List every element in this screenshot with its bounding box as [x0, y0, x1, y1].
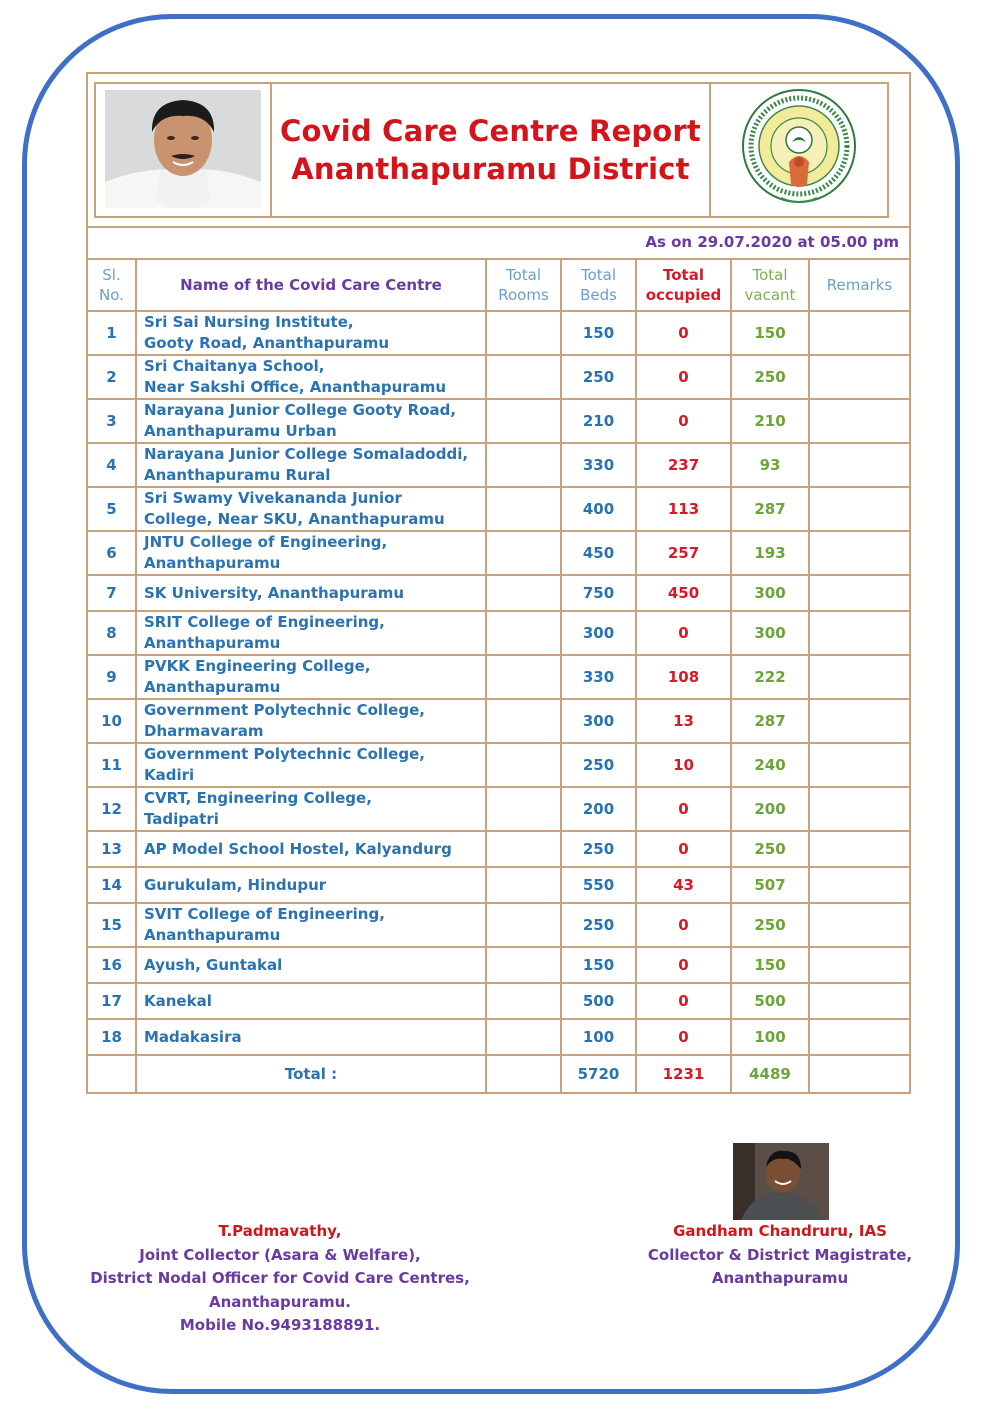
table-row [87, 531, 910, 575]
centre-name-cell [136, 983, 486, 1019]
sl-cell: 5 [87, 487, 136, 531]
centre-name-line2: Ananthapuramu [144, 554, 281, 572]
collector-photo [733, 1143, 829, 1220]
occupied-cell: 257 [636, 531, 731, 575]
signatory-left-mobile: Mobile No.9493188891. [179, 1316, 381, 1334]
sl-cell: 4 [87, 443, 136, 487]
centre-name-cell [136, 743, 486, 787]
remarks-cell [809, 355, 910, 399]
report-title: Covid Care Centre Report [280, 114, 701, 148]
centre-name-cell [136, 355, 486, 399]
vacant-cell: 150 [731, 311, 809, 355]
sl-cell: 9 [87, 655, 136, 699]
occupied-cell: 113 [636, 487, 731, 531]
total-label: Total : [136, 1055, 486, 1093]
sl-cell: 10 [87, 699, 136, 743]
occupied-cell: 108 [636, 655, 731, 699]
vacant-cell: 300 [731, 575, 809, 611]
sl-cell: 11 [87, 743, 136, 787]
state-emblem-icon [737, 88, 861, 212]
centre-name-line1: Madakasira [144, 1027, 242, 1046]
remarks-cell [809, 831, 910, 867]
vacant-cell: 100 [731, 1019, 809, 1055]
centre-name-line1: Kanekal [144, 991, 212, 1010]
centre-name-line1: Government Polytechnic College, [144, 745, 425, 763]
beds-cell: 450 [561, 531, 636, 575]
beds-cell: 200 [561, 787, 636, 831]
rooms-cell [486, 575, 561, 611]
beds-cell: 330 [561, 655, 636, 699]
rooms-cell [486, 355, 561, 399]
header-name: Name of the Covid Care Centre [136, 259, 486, 311]
sl-cell: 18 [87, 1019, 136, 1055]
centre-name-line1: Gurukulam, Hindupur [144, 875, 327, 894]
centre-name-line2: College, Near SKU, Ananthapuramu [144, 510, 445, 528]
occupied-cell: 237 [636, 443, 731, 487]
occupied-cell: 0 [636, 399, 731, 443]
beds-cell: 210 [561, 399, 636, 443]
table-row [87, 1019, 910, 1055]
vacant-cell: 287 [731, 699, 809, 743]
remarks-cell [809, 787, 910, 831]
beds-cell: 100 [561, 1019, 636, 1055]
occupied-cell: 0 [636, 311, 731, 355]
sl-cell: 3 [87, 399, 136, 443]
beds-cell: 150 [561, 311, 636, 355]
remarks-cell [809, 311, 910, 355]
remarks-cell [809, 983, 910, 1019]
vacant-cell: 300 [731, 611, 809, 655]
centre-name-cell [136, 787, 486, 831]
centre-name-line2: Tadipatri [144, 810, 219, 828]
remarks-cell [809, 699, 910, 743]
remarks-cell [809, 743, 910, 787]
centre-name-line1: CVRT, Engineering College, [144, 789, 372, 807]
signatory-left-title: Joint Collector (Asara & Welfare), [139, 1245, 421, 1264]
covid-care-centre-table [86, 258, 911, 1094]
centre-name-line1: JNTU College of Engineering, [144, 533, 388, 551]
vacant-cell: 93 [731, 443, 809, 487]
remarks-cell [809, 611, 910, 655]
beds-cell: 300 [561, 611, 636, 655]
beds-cell: 250 [561, 831, 636, 867]
centre-name-line2: Ananthapuramu [144, 678, 281, 696]
header-total-occupied: Total occupied [636, 259, 731, 311]
table-row [87, 575, 910, 611]
header-inner [94, 82, 889, 218]
sl-cell: 14 [87, 867, 136, 903]
vacant-cell: 240 [731, 743, 809, 787]
table-row [87, 611, 910, 655]
remarks-cell [809, 399, 910, 443]
rooms-cell [486, 867, 561, 903]
total-beds: 5720 [561, 1055, 636, 1093]
centre-name-cell [136, 487, 486, 531]
centre-name-line1: Sri Swamy Vivekananda Junior [144, 489, 402, 507]
table-header-row [87, 259, 910, 311]
centre-name-cell [136, 903, 486, 947]
centre-name-cell [136, 443, 486, 487]
rooms-cell [486, 903, 561, 947]
occupied-cell: 0 [636, 355, 731, 399]
signatory-left [60, 1220, 500, 1338]
signatory-right [610, 1220, 950, 1291]
occupied-cell: 0 [636, 611, 731, 655]
report-sheet [86, 72, 911, 1094]
table-row [87, 399, 910, 443]
centre-name-cell [136, 947, 486, 983]
as-on-date: As on 29.07.2020 at 05.00 pm [645, 233, 899, 251]
total-remarks-cell [809, 1055, 910, 1093]
header-total-rooms: Total Rooms [486, 259, 561, 311]
centre-name-line2: Near Sakshi Office, Ananthapuramu [144, 378, 447, 396]
occupied-cell: 450 [636, 575, 731, 611]
table-row [87, 787, 910, 831]
occupied-cell: 0 [636, 903, 731, 947]
header-total-vacant: Total vacant [731, 259, 809, 311]
signatory-left-place: Ananthapuramu. [208, 1292, 351, 1311]
centre-name-line1: SVIT College of Engineering, [144, 905, 385, 923]
table-total-row [87, 1055, 910, 1093]
beds-cell: 400 [561, 487, 636, 531]
vacant-cell: 222 [731, 655, 809, 699]
rooms-cell [486, 399, 561, 443]
centre-name-cell [136, 1019, 486, 1055]
beds-cell: 300 [561, 699, 636, 743]
rooms-cell [486, 487, 561, 531]
centre-name-cell [136, 699, 486, 743]
header-sl-no: Sl. No. [87, 259, 136, 311]
centre-name-cell [136, 867, 486, 903]
centre-name-cell [136, 655, 486, 699]
remarks-cell [809, 531, 910, 575]
rooms-cell [486, 311, 561, 355]
occupied-cell: 43 [636, 867, 731, 903]
table-row [87, 867, 910, 903]
centre-name-line2: Kadiri [144, 766, 195, 784]
rooms-cell [486, 983, 561, 1019]
occupied-cell: 0 [636, 983, 731, 1019]
beds-cell: 330 [561, 443, 636, 487]
rooms-cell [486, 1019, 561, 1055]
sl-cell: 2 [87, 355, 136, 399]
centre-name-cell [136, 831, 486, 867]
rooms-cell [486, 743, 561, 787]
rooms-cell [486, 611, 561, 655]
sl-cell: 8 [87, 611, 136, 655]
rooms-cell [486, 947, 561, 983]
sl-cell: 1 [87, 311, 136, 355]
vacant-cell: 500 [731, 983, 809, 1019]
centre-name-line2: Ananthapuramu [144, 634, 281, 652]
centre-name-line1: Government Polytechnic College, [144, 701, 425, 719]
occupied-cell: 0 [636, 947, 731, 983]
centre-name-cell [136, 311, 486, 355]
table-row [87, 487, 910, 531]
remarks-cell [809, 903, 910, 947]
total-occupied: 1231 [636, 1055, 731, 1093]
title-cell [272, 84, 711, 216]
total-rooms-cell [486, 1055, 561, 1093]
table-row [87, 903, 910, 947]
centre-name-line2: Ananthapuramu Rural [144, 466, 331, 484]
vacant-cell: 507 [731, 867, 809, 903]
centre-name-line2: Gooty Road, Ananthapuramu [144, 334, 390, 352]
vacant-cell: 193 [731, 531, 809, 575]
centre-name-line1: Narayana Junior College Somaladoddi, [144, 445, 469, 463]
total-sl-cell [87, 1055, 136, 1093]
centre-name-line1: SK University, Ananthapuramu [144, 583, 405, 602]
remarks-cell [809, 655, 910, 699]
rooms-cell [486, 443, 561, 487]
table-row [87, 311, 910, 355]
sl-cell: 16 [87, 947, 136, 983]
beds-cell: 750 [561, 575, 636, 611]
centre-name-cell [136, 611, 486, 655]
table-row [87, 983, 910, 1019]
occupied-cell: 13 [636, 699, 731, 743]
beds-cell: 250 [561, 743, 636, 787]
vacant-cell: 287 [731, 487, 809, 531]
occupied-cell: 0 [636, 1019, 731, 1055]
table-body [87, 311, 910, 1055]
beds-cell: 250 [561, 903, 636, 947]
signatory-right-title: Collector & District Magistrate, [647, 1245, 913, 1264]
table-row [87, 831, 910, 867]
beds-cell: 500 [561, 983, 636, 1019]
occupied-cell: 0 [636, 831, 731, 867]
centre-name-line1: AP Model School Hostel, Kalyandurg [144, 839, 452, 858]
sl-cell: 13 [87, 831, 136, 867]
header-remarks: Remarks [809, 259, 910, 311]
centre-name-line1: Sri Sai Nursing Institute, [144, 313, 354, 331]
beds-cell: 250 [561, 355, 636, 399]
centre-name-line2: Ananthapuramu Urban [144, 422, 337, 440]
rooms-cell [486, 655, 561, 699]
rooms-cell [486, 531, 561, 575]
centre-name-line1: Sri Chaitanya School, [144, 357, 325, 375]
remarks-cell [809, 443, 910, 487]
sl-cell: 6 [87, 531, 136, 575]
sl-cell: 17 [87, 983, 136, 1019]
centre-name-line1: SRIT College of Engineering, [144, 613, 385, 631]
sl-cell: 7 [87, 575, 136, 611]
remarks-cell [809, 947, 910, 983]
sl-cell: 12 [87, 787, 136, 831]
photo-cell [96, 84, 272, 216]
centre-name-line2: Ananthapuramu [144, 926, 281, 944]
table-row [87, 655, 910, 699]
remarks-cell [809, 1019, 910, 1055]
chief-minister-photo [105, 90, 261, 208]
report-header [86, 72, 911, 228]
vacant-cell: 250 [731, 355, 809, 399]
vacant-cell: 150 [731, 947, 809, 983]
emblem-cell [711, 84, 887, 216]
total-vacant: 4489 [731, 1055, 809, 1093]
table-row [87, 355, 910, 399]
rooms-cell [486, 787, 561, 831]
signatory-left-name: T.Padmavathy, [218, 1222, 342, 1240]
signatory-right-place: Ananthapuramu [711, 1269, 849, 1287]
centre-name-line1: Narayana Junior College Gooty Road, [144, 401, 457, 419]
vacant-cell: 250 [731, 831, 809, 867]
remarks-cell [809, 487, 910, 531]
sl-cell: 15 [87, 903, 136, 947]
report-subtitle: Ananthapuramu District [291, 152, 690, 186]
centre-name-cell [136, 575, 486, 611]
table-row [87, 947, 910, 983]
beds-cell: 150 [561, 947, 636, 983]
rooms-cell [486, 831, 561, 867]
signatory-right-name: Gandham Chandruru, IAS [673, 1222, 887, 1240]
centre-name-cell [136, 399, 486, 443]
vacant-cell: 200 [731, 787, 809, 831]
table-row [87, 743, 910, 787]
centre-name-cell [136, 531, 486, 575]
table-row [87, 699, 910, 743]
rooms-cell [486, 699, 561, 743]
occupied-cell: 0 [636, 787, 731, 831]
vacant-cell: 210 [731, 399, 809, 443]
report-date [86, 228, 911, 258]
vacant-cell: 250 [731, 903, 809, 947]
header-total-beds: Total Beds [561, 259, 636, 311]
remarks-cell [809, 575, 910, 611]
centre-name-line1: PVKK Engineering College, [144, 657, 371, 675]
beds-cell: 550 [561, 867, 636, 903]
signatory-left-role: District Nodal Officer for Covid Care Centres, [90, 1269, 470, 1287]
centre-name-line1: Ayush, Guntakal [144, 955, 283, 974]
centre-name-line2: Dharmavaram [144, 722, 264, 740]
remarks-cell [809, 867, 910, 903]
occupied-cell: 10 [636, 743, 731, 787]
table-row [87, 443, 910, 487]
